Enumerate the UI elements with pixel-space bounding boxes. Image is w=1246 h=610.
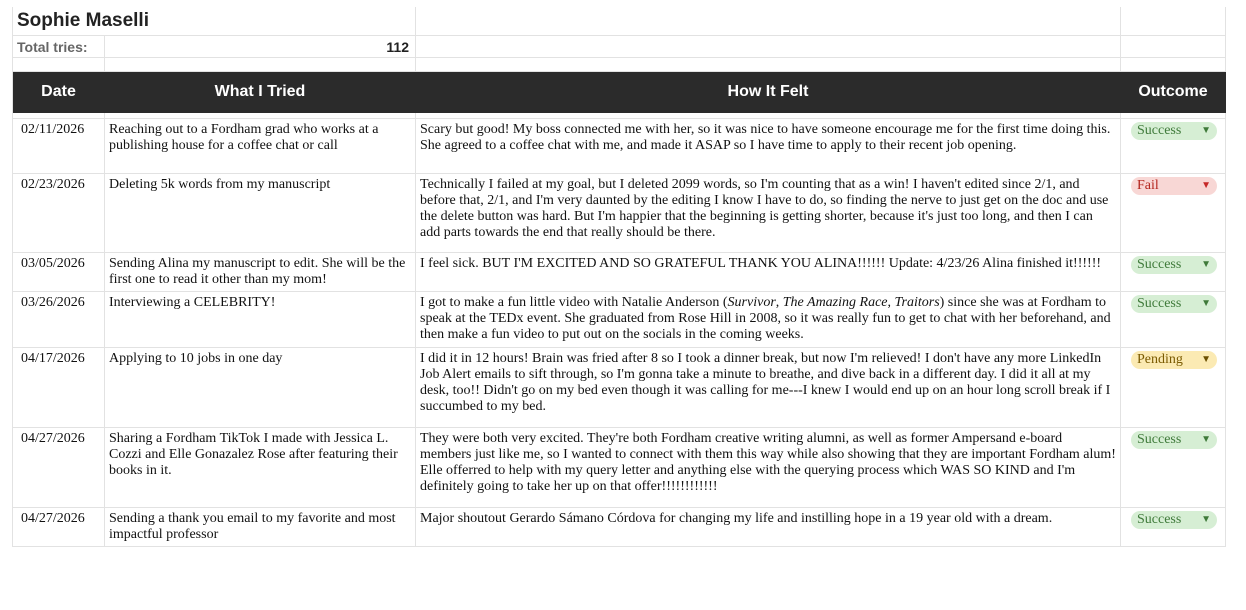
table-row [13, 174, 1226, 253]
felt-text: I got to make a fun little video with Natalie Anderson ( [420, 295, 728, 310]
what-i-tried-cell[interactable]: Interviewing a CELEBRITY! [105, 292, 416, 347]
what-i-tried-cell[interactable]: Reaching out to a Fordham grad who works at a publishing house for a coffee chat or call [105, 119, 416, 173]
triangle-down-icon: ▼ [1201, 354, 1211, 365]
column-header-row [13, 72, 1226, 113]
outcome-cell [1121, 174, 1226, 252]
blank-row [13, 58, 1226, 72]
what-i-tried-cell[interactable]: Sharing a Fordham TikTok I made with Jessica L. Cozzi and Elle Gonazalez Rose after featuring their books in it. [105, 428, 416, 507]
what-i-tried-cell[interactable]: Deleting 5k words from my manuscript [105, 174, 416, 252]
triangle-down-icon: ▼ [1201, 125, 1211, 136]
total-tries-value[interactable]: 112 [105, 36, 416, 57]
table-row [13, 428, 1226, 508]
table-row [13, 253, 1226, 292]
outcome-cell [1121, 292, 1226, 347]
show-title: Survivor [727, 295, 776, 310]
header-how-it-felt[interactable]: How It Felt [416, 72, 1121, 112]
outcome-label: Pending [1137, 352, 1183, 367]
what-i-tried-cell[interactable]: Sending Alina my manuscript to edit. She will be the first one to read it other than my mom! [105, 253, 416, 291]
outcome-label: Fail [1137, 178, 1159, 193]
date-cell[interactable]: 03/26/2026 [13, 292, 105, 347]
outcome-dropdown[interactable] [1131, 122, 1217, 140]
date-cell[interactable]: 04/17/2026 [13, 348, 105, 427]
empty-cell[interactable] [1121, 58, 1226, 71]
empty-cell[interactable] [416, 7, 1121, 35]
outcome-cell [1121, 119, 1226, 173]
outcome-cell [1121, 253, 1226, 291]
outcome-cell [1121, 428, 1226, 507]
total-tries-label[interactable]: Total tries: [13, 36, 105, 57]
empty-cell[interactable] [1121, 7, 1226, 35]
how-it-felt-cell[interactable]: Scary but good! My boss connected me with her, so it was nice to have someone encourage me for the first time doing this. She agreed to a coffee chat with me, and made it ASAP so I have time to apply to their recent job opening. [416, 119, 1121, 173]
date-cell[interactable]: 03/05/2026 [13, 253, 105, 291]
table-row [13, 508, 1226, 547]
empty-cell[interactable] [105, 58, 416, 71]
how-it-felt-cell[interactable] [416, 292, 1121, 347]
empty-cell[interactable] [1121, 36, 1226, 57]
empty-cell[interactable] [416, 113, 1121, 118]
felt-separator: , [887, 295, 895, 310]
triangle-down-icon: ▼ [1201, 434, 1211, 445]
felt-separator: , [775, 295, 783, 310]
table-row [13, 119, 1226, 174]
how-it-felt-cell[interactable]: I feel sick. BUT I'M EXCITED AND SO GRATEFUL THANK YOU ALINA!!!!!! Update: 4/23/26 Alina finished it!!!!!! [416, 253, 1121, 291]
header-outcome[interactable]: Outcome [1121, 72, 1226, 112]
empty-cell[interactable] [13, 58, 105, 71]
felt-text: ) since she was at Fordham to speak at the TEDx event. She graduated from Rose Hill in 2008, so it was really fun to get to chat with her beforehand, and then make a fun video to put out on the socials in the coming weeks. [420, 295, 1111, 342]
triangle-down-icon: ▼ [1201, 180, 1211, 191]
outcome-dropdown[interactable] [1131, 431, 1217, 449]
empty-cell[interactable] [105, 113, 416, 118]
outcome-cell [1121, 348, 1226, 427]
empty-cell[interactable] [13, 113, 105, 118]
empty-cell[interactable] [1121, 113, 1226, 118]
outcome-label: Success [1137, 296, 1182, 311]
outcome-dropdown[interactable] [1131, 177, 1217, 195]
outcome-dropdown[interactable] [1131, 511, 1217, 529]
how-it-felt-cell[interactable]: Major shoutout Gerardo Sámano Córdova for changing my life and instilling hope in a 19 year old with a dream. [416, 508, 1121, 546]
date-cell[interactable]: 02/11/2026 [13, 119, 105, 173]
outcome-dropdown[interactable] [1131, 351, 1217, 369]
total-tries-row [13, 36, 1226, 58]
date-cell[interactable]: 02/23/2026 [13, 174, 105, 252]
show-title: The Amazing Race [782, 295, 888, 310]
outcome-label: Success [1137, 257, 1182, 272]
table-row [13, 348, 1226, 428]
triangle-down-icon: ▼ [1201, 514, 1211, 525]
how-it-felt-cell[interactable]: They were both very excited. They're both Fordham creative writing alumni, as well as former Ampersand e-board members just like me, so I wanted to connect with them this way while also showing that they are important Fordham alum! Elle offerred to help with my query letter and anything else with the querying process which WAS SO KIND and I'm definitely going to take her up on that offer!!!!!!!!!!!! [416, 428, 1121, 507]
date-cell[interactable]: 04/27/2026 [13, 428, 105, 507]
outcome-dropdown[interactable] [1131, 295, 1217, 313]
empty-cell[interactable] [416, 58, 1121, 71]
outcome-label: Success [1137, 512, 1182, 527]
show-title: Traitors [894, 295, 940, 310]
header-date[interactable]: Date [13, 72, 105, 112]
triangle-down-icon: ▼ [1201, 298, 1211, 309]
header-what-i-tried[interactable]: What I Tried [105, 72, 416, 112]
spreadsheet [12, 7, 1226, 547]
sheet-title[interactable]: Sophie Maselli [13, 7, 416, 35]
title-row [13, 7, 1226, 36]
date-cell[interactable]: 04/27/2026 [13, 508, 105, 546]
outcome-label: Success [1137, 432, 1182, 447]
what-i-tried-cell[interactable]: Applying to 10 jobs in one day [105, 348, 416, 427]
triangle-down-icon: ▼ [1201, 259, 1211, 270]
outcome-label: Success [1137, 123, 1182, 138]
table-row [13, 292, 1226, 348]
empty-cell[interactable] [416, 36, 1121, 57]
what-i-tried-cell[interactable]: Sending a thank you email to my favorite and most impactful professor [105, 508, 416, 546]
outcome-dropdown[interactable] [1131, 256, 1217, 274]
how-it-felt-cell[interactable]: I did it in 12 hours! Brain was fried after 8 so I took a dinner break, but now I'm relieved! I don't have any more LinkedIn Job Alert emails to sift through, so I'm gonna take a minute to breathe, and dive back in a different day. I did it all at my desk, too!! Didn't go on my bed even though it was calling for me---I knew I would end up on an hour long scroll break if I succumbed to my bed. [416, 348, 1121, 427]
outcome-cell [1121, 508, 1226, 546]
how-it-felt-cell[interactable]: Technically I failed at my goal, but I deleted 2099 words, so I'm counting that as a win! I haven't edited since 2/1, and before that, 2/1, and I'm very daunted by the editing I know I have to do, so finding the nerve to just get on the doc and use the delete button was hard. But I'm happier that the beginning is getting shorter, because it's just too long, and then I can add parts towards the end that really should be there. [416, 174, 1121, 252]
